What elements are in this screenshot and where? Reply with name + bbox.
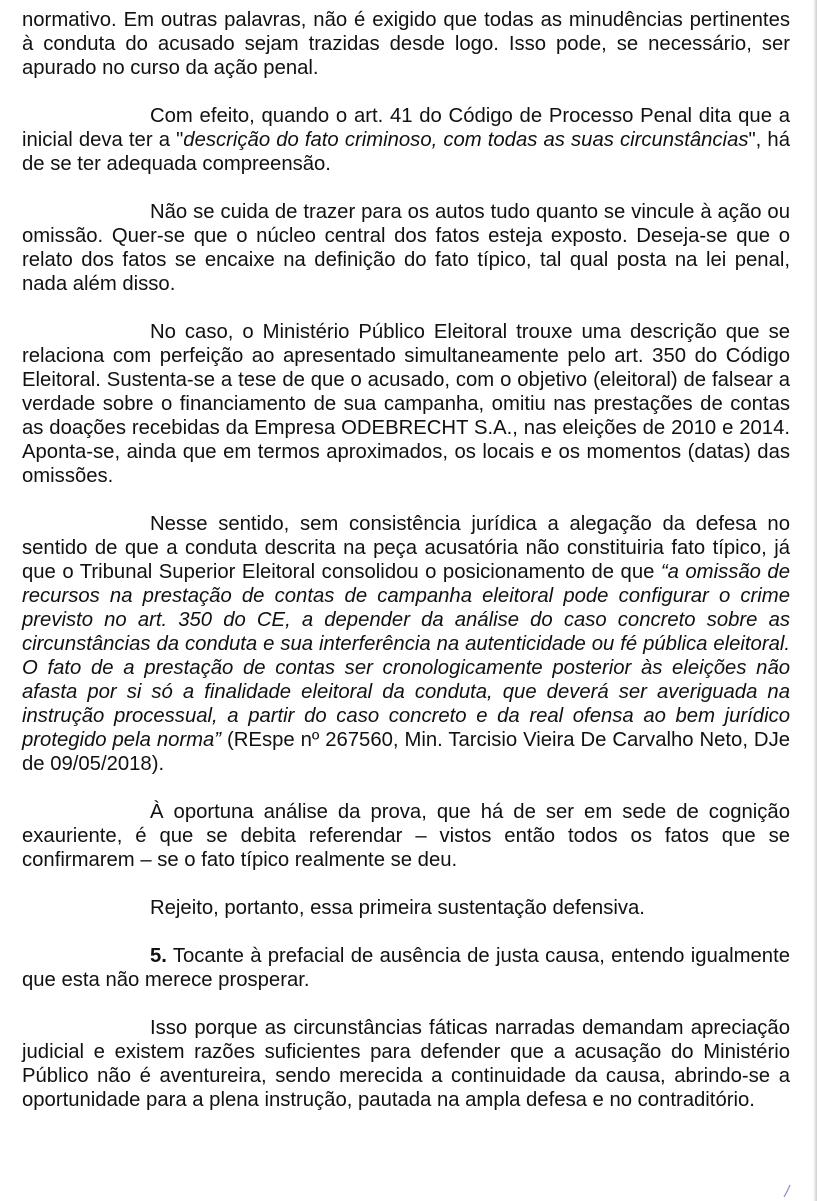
- paragraph-5: [22, 512, 790, 776]
- paragraph-5-quote: “a omissão de recursos na prestação de contas de campanha eleitoral pode configurar o crime previsto no art. 350 do CE, a depender da análise do caso concreto sobre as circunstâncias da conduta e sua interferência na autenticidade ou fé pública eleitoral. O fato de a prestação de contas ser cronologicamente posterior às eleições não afasta por si só a finalidade eleitoral da conduta, que deverá ser averiguada na instrução processual, a partir do caso concreto e da real ofensa ao bem jurídico protegido pela norma”: [22, 561, 790, 751]
- section-number: 5.: [150, 945, 167, 967]
- paragraph-2-text-a: Com efeito, quando o art. 41 do Código de Processo Penal dita que a inicial deva ter a ": [22, 105, 790, 151]
- paragraph-1-text: normativo. Em outras palavras, não é exigido que todas as minudências pertinentes à conduta do acusado sejam trazidas desde logo. Isso pode, se necessário, ser apurado no curso da ação penal.: [22, 9, 790, 79]
- paragraph-7: [22, 896, 790, 920]
- paragraph-2-quote: descrição do fato criminoso, com todas as suas circunstâncias: [183, 129, 749, 151]
- paragraph-3: [22, 200, 790, 296]
- paragraph-4-text: No caso, o Ministério Público Eleitoral trouxe uma descrição que se relaciona com perfeição ao apresentado simultaneamente pelo art. 350 do Código Eleitoral. Sustenta-se a tese de que o acusado, com o objetivo (eleitoral) de falsear a verdade sobre o financiamento de sua campanha, omitiu nas prestações de contas as doações recebidas da Empresa ODEBRECHT S.A., nas eleições de 2010 e 2014. Aponta-se, ainda que em termos aproximados, os locais e os momentos (datas) das omissões.: [22, 321, 790, 487]
- paragraph-4: [22, 320, 790, 488]
- paragraph-8-text: Tocante à prefacial de ausência de justa causa, entendo igualmente que esta não merece prosperar.: [22, 945, 790, 991]
- document-body: [22, 8, 790, 1112]
- paragraph-3-text: Não se cuida de trazer para os autos tudo quanto se vincule à ação ou omissão. Quer-se que o núcleo central dos fatos esteja exposto. Deseja-se que o relato dos fatos se encaixe na definição do fato típico, tal qual posta na lei penal, nada além disso.: [22, 201, 790, 295]
- paragraph-2: [22, 104, 790, 176]
- paragraph-6-text: À oportuna análise da prova, que há de ser em sede de cognição exauriente, é que se debita referendar – vistos então todos os fatos que se confirmarem – se o fato típico realmente se deu.: [22, 801, 790, 871]
- paragraph-7-text: Rejeito, portanto, essa primeira sustentação defensiva.: [150, 897, 645, 919]
- paragraph-8: [22, 944, 790, 992]
- page-edge-shadow: [813, 0, 817, 1201]
- paragraph-5-citation: (REspe nº 267560, Min. Tarcisio Vieira De Carvalho Neto, DJe de 09/05/2018).: [22, 729, 790, 775]
- paragraph-2-text-b: ", há de se ter adequada compreensão.: [22, 129, 790, 175]
- paragraph-1: [22, 8, 790, 80]
- paragraph-9: [22, 1016, 790, 1112]
- paragraph-6: [22, 800, 790, 872]
- paragraph-5-text-a: Nesse sentido, sem consistência jurídica a alegação da defesa no sentido de que a conduta descrita na peça acusatória não constituiria fato típico, já que o Tribunal Superior Eleitoral consolidou o posicionamento de que: [22, 513, 790, 583]
- pen-mark: [781, 1183, 793, 1199]
- paragraph-9-text: Isso porque as circunstâncias fáticas narradas demandam apreciação judicial e existem razões suficientes para defender que a acusação do Ministério Público não é aventureira, sendo merecida a continuidade da causa, abrindo-se a oportunidade para a plena instrução, pautada na ampla defesa e no contraditório.: [22, 1017, 790, 1111]
